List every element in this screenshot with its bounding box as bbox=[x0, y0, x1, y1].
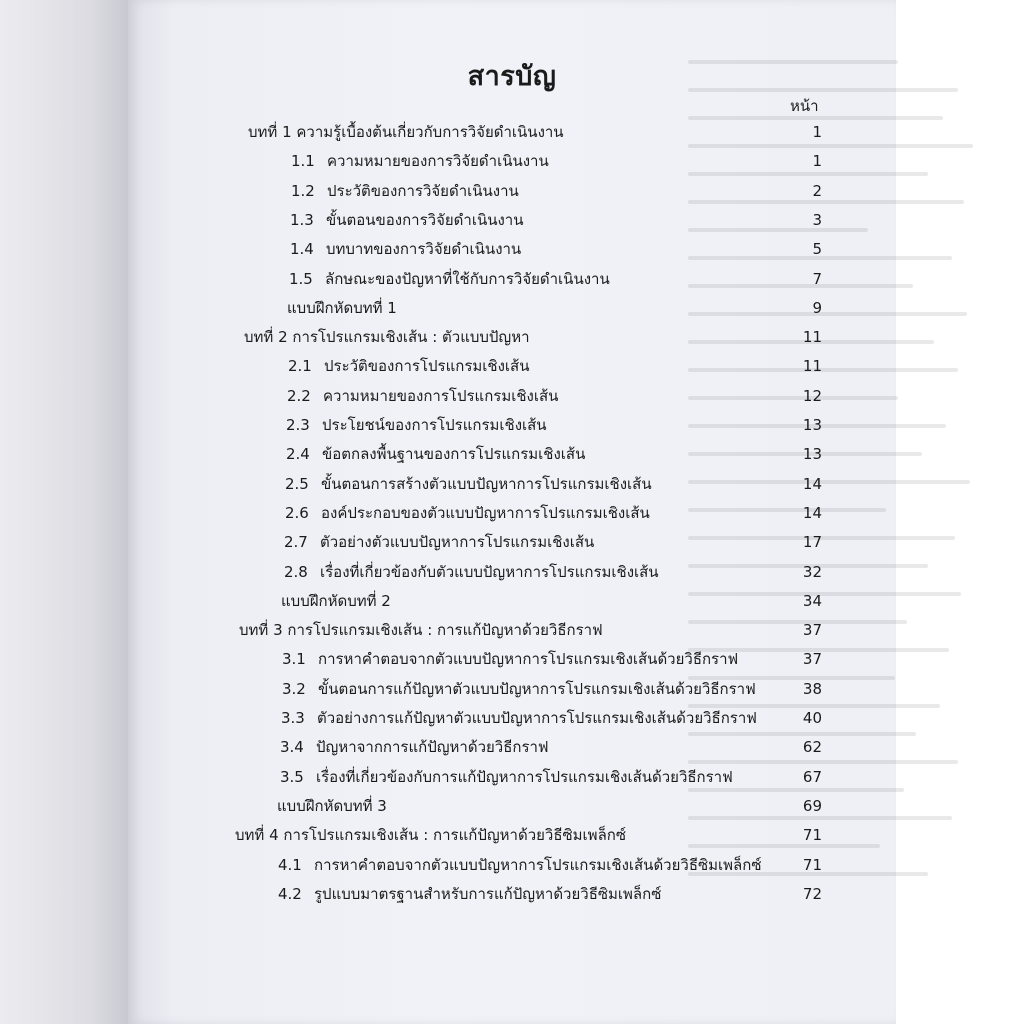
section-number: 1.1 bbox=[291, 152, 315, 170]
entry-page-number: 13 bbox=[802, 416, 822, 434]
section-number: 1.4 bbox=[290, 240, 314, 258]
entry-label: ความหมายของการวิจัยดำเนินงาน bbox=[327, 152, 549, 170]
entry-page-number: 71 bbox=[802, 856, 822, 874]
entry-label: ประโยชน์ของการโปรแกรมเชิงเส้น bbox=[322, 416, 547, 434]
toc-exercise-entry bbox=[277, 796, 387, 816]
toc-title: สารบัญ bbox=[467, 61, 557, 92]
toc-section-entry bbox=[278, 855, 762, 875]
entry-page-number: 14 bbox=[802, 504, 822, 522]
toc-section-entry bbox=[285, 474, 652, 494]
entry-label: บทบาทของการวิจัยดำเนินงาน bbox=[326, 240, 522, 258]
page-column-header: หน้า bbox=[790, 97, 819, 115]
entry-label: บทที่ 1 ความรู้เบื้องต้นเกี่ยวกับการวิจัยดำเนินงาน bbox=[248, 123, 564, 141]
entry-page-number: 34 bbox=[802, 592, 822, 610]
entry-page-number: 5 bbox=[812, 240, 822, 258]
entry-label: รูปแบบมาตรฐานสำหรับการแก้ปัญหาด้วยวิธีซิมเพล็กซ์ bbox=[314, 885, 662, 903]
section-number: 2.2 bbox=[287, 387, 311, 405]
section-number: 3.4 bbox=[280, 738, 304, 756]
entry-label: ลักษณะของปัญหาที่ใช้กับการวิจัยดำเนินงาน bbox=[325, 270, 610, 288]
entry-label: การหาคำตอบจากตัวแบบปัญหาการโปรแกรมเชิงเส้นด้วยวิธีซิมเพล็กซ์ bbox=[314, 856, 762, 874]
section-number: 2.1 bbox=[288, 357, 312, 375]
entry-page-number: 71 bbox=[802, 826, 822, 844]
entry-page-number: 11 bbox=[802, 357, 822, 375]
entry-label: ขั้นตอนการสร้างตัวแบบปัญหาการโปรแกรมเชิงเส้น bbox=[321, 475, 652, 493]
entry-page-number: 37 bbox=[802, 650, 822, 668]
toc-section-entry bbox=[286, 444, 585, 464]
section-number: 4.1 bbox=[278, 856, 302, 874]
entry-page-number: 14 bbox=[802, 475, 822, 493]
entry-page-number: 12 bbox=[802, 387, 822, 405]
entry-label: องค์ประกอบของตัวแบบปัญหาการโปรแกรมเชิงเส้น bbox=[321, 504, 650, 522]
entry-page-number: 13 bbox=[802, 445, 822, 463]
section-number: 1.5 bbox=[289, 270, 313, 288]
toc-section-entry bbox=[286, 415, 547, 435]
toc-section-entry bbox=[289, 269, 610, 289]
entry-label: แบบฝึกหัดบทที่ 2 bbox=[281, 592, 391, 610]
toc-section-entry bbox=[291, 151, 549, 171]
entry-page-number: 3 bbox=[812, 211, 822, 229]
entry-label: ตัวอย่างการแก้ปัญหาตัวแบบปัญหาการโปรแกรมเชิงเส้นด้วยวิธีกราฟ bbox=[317, 709, 757, 727]
entry-label: ตัวอย่างตัวแบบปัญหาการโปรแกรมเชิงเส้น bbox=[320, 533, 595, 551]
toc-section-entry bbox=[281, 708, 757, 728]
toc-chapter-entry bbox=[244, 327, 530, 347]
toc-section-entry bbox=[280, 767, 733, 787]
toc-section-entry bbox=[284, 532, 594, 552]
section-number: 3.5 bbox=[280, 768, 304, 786]
toc-section-entry bbox=[282, 649, 738, 669]
entry-label: ขั้นตอนการแก้ปัญหาตัวแบบปัญหาการโปรแกรมเชิงเส้นด้วยวิธีกราฟ bbox=[318, 680, 756, 698]
entry-page-number: 7 bbox=[812, 270, 822, 288]
section-number: 3.2 bbox=[282, 680, 306, 698]
entry-label: เรื่องที่เกี่ยวข้องกับการแก้ปัญหาการโปรแกรมเชิงเส้นด้วยวิธีกราฟ bbox=[316, 768, 733, 786]
entry-page-number: 9 bbox=[812, 299, 822, 317]
toc-chapter-entry bbox=[239, 620, 603, 640]
toc-section-entry bbox=[287, 386, 558, 406]
entry-page-number: 1 bbox=[812, 152, 822, 170]
entry-page-number: 1 bbox=[812, 123, 822, 141]
entry-label: ขั้นตอนของการวิจัยดำเนินงาน bbox=[326, 211, 524, 229]
toc-section-entry bbox=[291, 181, 519, 201]
entry-page-number: 2 bbox=[812, 182, 822, 200]
entry-page-number: 38 bbox=[802, 680, 822, 698]
section-number: 2.5 bbox=[285, 475, 309, 493]
entry-label: เรื่องที่เกี่ยวข้องกับตัวแบบปัญหาการโปรแกรมเชิงเส้น bbox=[320, 563, 659, 581]
toc-section-entry bbox=[290, 239, 521, 259]
toc-section-entry bbox=[280, 737, 549, 757]
toc-section-entry bbox=[288, 356, 529, 376]
section-number: 2.3 bbox=[286, 416, 310, 434]
entry-page-number: 17 bbox=[802, 533, 822, 551]
section-number: 1.3 bbox=[290, 211, 314, 229]
entry-label: ความหมายของการโปรแกรมเชิงเส้น bbox=[323, 387, 559, 405]
entry-label: ข้อตกลงพื้นฐานของการโปรแกรมเชิงเส้น bbox=[322, 445, 586, 463]
toc-exercise-entry bbox=[281, 591, 391, 611]
section-number: 1.2 bbox=[291, 182, 315, 200]
entry-page-number: 62 bbox=[802, 738, 822, 756]
section-number: 2.8 bbox=[284, 563, 308, 581]
toc-section-entry bbox=[284, 562, 659, 582]
entry-label: การหาคำตอบจากตัวแบบปัญหาการโปรแกรมเชิงเส้นด้วยวิธีกราฟ bbox=[318, 650, 739, 668]
entry-page-number: 72 bbox=[802, 885, 822, 903]
section-number: 2.6 bbox=[285, 504, 309, 522]
entry-page-number: 32 bbox=[802, 563, 822, 581]
entry-label: แบบฝึกหัดบทที่ 3 bbox=[277, 797, 387, 815]
entry-page-number: 40 bbox=[802, 709, 822, 727]
toc-section-entry bbox=[282, 679, 756, 699]
entry-label: บทที่ 3 การโปรแกรมเชิงเส้น : การแก้ปัญหาด้วยวิธีกราฟ bbox=[239, 621, 603, 639]
toc-section-entry bbox=[290, 210, 523, 230]
section-number: 4.2 bbox=[278, 885, 302, 903]
toc-section-entry bbox=[285, 503, 650, 523]
entry-page-number: 69 bbox=[802, 797, 822, 815]
entry-label: บทที่ 4 การโปรแกรมเชิงเส้น : การแก้ปัญหาด้วยวิธีซิมเพล็กซ์ bbox=[235, 826, 627, 844]
section-number: 2.4 bbox=[286, 445, 310, 463]
section-number: 2.7 bbox=[284, 533, 308, 551]
section-number: 3.1 bbox=[282, 650, 306, 668]
entry-page-number: 67 bbox=[802, 768, 822, 786]
entry-label: ประวัติของการวิจัยดำเนินงาน bbox=[327, 182, 519, 200]
section-number: 3.3 bbox=[281, 709, 305, 727]
entry-label: แบบฝึกหัดบทที่ 1 bbox=[287, 299, 397, 317]
toc-chapter-entry bbox=[235, 825, 626, 845]
entry-label: บทที่ 2 การโปรแกรมเชิงเส้น : ตัวแบบปัญหา bbox=[244, 328, 530, 346]
toc-section-entry bbox=[278, 884, 661, 904]
entry-page-number: 37 bbox=[802, 621, 822, 639]
toc-chapter-entry bbox=[248, 122, 564, 142]
entry-label: ประวัติของการโปรแกรมเชิงเส้น bbox=[324, 357, 530, 375]
toc-exercise-entry bbox=[287, 298, 397, 318]
entry-page-number: 11 bbox=[802, 328, 822, 346]
entry-label: ปัญหาจากการแก้ปัญหาด้วยวิธีกราฟ bbox=[316, 738, 549, 756]
